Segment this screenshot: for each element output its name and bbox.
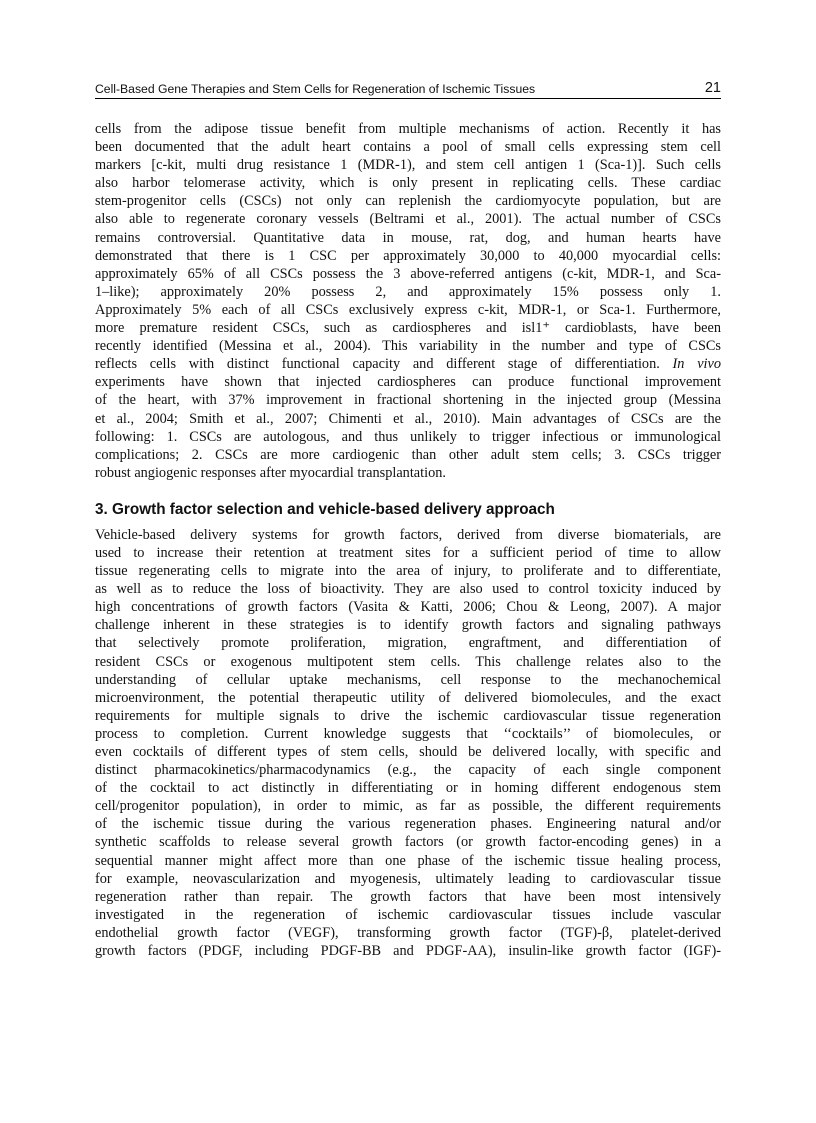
- text-line: also harbor telomerase activity, which is only present in replicating cells. These cardiac: [95, 175, 721, 192]
- italic-term: In vivo: [672, 356, 722, 373]
- section-heading: 3. Growth factor selection and vehicle-based delivery approach: [95, 500, 555, 518]
- text-line: requirements for multiple signals to drive the ischemic cardiovascular tissue regeneration: [95, 707, 721, 724]
- text-line: that selectively promote proliferation, migration, engraftment, and differentiation of: [95, 635, 721, 652]
- text-line: approximately 65% of all CSCs possess the 3 above-referred antigens (c-kit, MDR-1, and Sca-: [95, 265, 721, 282]
- text-line: 1–like); approximately 20% possess 2, and approximately 15% possess only 1.: [95, 283, 721, 300]
- text-line: stem-progenitor cells (CSCs) not only can replenish the cardiomyocyte population, but are: [95, 193, 721, 210]
- text-line: recently identified (Messina et al., 2004). This variability in the number and type of CSCs: [95, 338, 721, 355]
- text-line: as well as to reduce the loss of bioactivity. They are also used to control toxicity induced by: [95, 581, 721, 598]
- text-line: of the heart, with 37% improvement in fractional shortening in the injected group (Messina: [95, 392, 721, 409]
- text-line: for example, neovascularization and myogenesis, ultimately leading to cardiovascular tissue: [95, 870, 721, 887]
- text-line: endothelial growth factor (VEGF), transforming growth factor (TGF)-β, platelet-derived: [95, 924, 721, 941]
- text-line: distinct pharmacokinetics/pharmacodynamics (e.g., the capacity of each single component: [95, 762, 721, 779]
- text-line: Vehicle-based delivery systems for growth factors, derived from diverse biomaterials, are: [95, 526, 721, 543]
- text-line: more premature resident CSCs, such as cardiospheres and isl1⁺ cardioblasts, have been: [95, 320, 721, 337]
- page-number: 21: [704, 80, 721, 96]
- text-line: investigated in the regeneration of ischemic cardiovascular tissues include vascular: [95, 906, 721, 923]
- text-line: reflects cells with distinct functional capacity and different stage of differentiation. In vivo: [95, 356, 722, 373]
- text-line: sequential manner might affect more than one phase of the ischemic tissue healing process,: [95, 852, 721, 869]
- text-line: markers [c-kit, multi drug resistance 1 (MDR-1), and stem cell antigen 1 (Sca-1)]. Such cells: [95, 157, 721, 174]
- text-line: following: 1. CSCs are autologous, and thus unlikely to trigger infectious or immunological: [95, 428, 721, 445]
- text-line: tissue regenerating cells to migrate into the area of injury, to proliferate and to differentiate,: [95, 563, 721, 580]
- text-line: challenge inherent in these strategies is to identify growth factors and signaling pathways: [95, 617, 721, 634]
- paragraph-growth-factors: [95, 526, 721, 960]
- text-line: complications; 2. CSCs are more cardiogenic than other adult stem cells; 3. CSCs trigger: [95, 446, 721, 463]
- text-line: growth factors (PDGF, including PDGF-BB and PDGF-AA), insulin-like growth factor (IGF)-: [95, 943, 721, 960]
- text-line: been documented that the adult heart contains a pool of small cells expressing stem cell: [95, 139, 721, 156]
- text-line: resident CSCs or exogenous multipotent stem cells. This challenge relates also to the: [95, 653, 721, 670]
- text-line: cell/progenitor population), in order to mimic, as far as possible, the different requirements: [95, 798, 721, 815]
- text-line: of the cocktail to act distinctly in differentiating or in homing different endogenous stem: [95, 780, 721, 797]
- text-line: used to increase their retention at treatment sites for a sufficient period of time to allow: [95, 544, 721, 561]
- text-line: process to completion. Current knowledge suggests that ‘‘cocktails’’ of biomolecules, or: [95, 725, 721, 742]
- text-line: remains controversial. Quantitative data in mouse, rat, dog, and human hearts have: [95, 229, 721, 246]
- running-title: Cell-Based Gene Therapies and Stem Cells for Regeneration of Ischemic Tissues: [95, 82, 536, 96]
- paragraph-stem-cells: [95, 120, 721, 482]
- text-line: also able to regenerate coronary vessels (Beltrami et al., 2001). The actual number of CSCs: [95, 211, 721, 228]
- text-line: of the ischemic tissue during the various regeneration phases. Engineering natural and/or: [95, 816, 721, 833]
- text-line: robust angiogenic responses after myocardial transplantation.: [95, 464, 446, 481]
- text-line: synthetic scaffolds to release several growth factors (or growth factor-encoding genes) in a: [95, 834, 721, 851]
- text-line: demonstrated that there is 1 CSC per approximately 30,000 to 40,000 myocardial cells:: [95, 247, 721, 264]
- text-line: regeneration rather than repair. The growth factors that have been most intensively: [95, 888, 721, 905]
- text-line: cells from the adipose tissue benefit from multiple mechanisms of action. Recently it has: [95, 121, 721, 137]
- text-line: understanding of cellular uptake mechanisms, cell response to the mechanochemical: [95, 671, 721, 688]
- running-header: [95, 75, 721, 99]
- page: [95, 75, 721, 960]
- text-line: experiments have shown that injected cardiospheres can produce functional improvement: [95, 374, 721, 391]
- text-line: Approximately 5% each of all CSCs exclusively express c-kit, MDR-1, or Sca-1. Furthermore,: [95, 301, 721, 318]
- text-line: microenvironment, the potential therapeutic utility of delivered biomolecules, and the exact: [95, 689, 721, 706]
- text-line: et al., 2004; Smith et al., 2007; Chimenti et al., 2010). Main advantages of CSCs are the: [95, 410, 721, 427]
- text-line: even cocktails of different types of stem cells, should be delivered locally, with specific and: [95, 744, 721, 760]
- text-line: high concentrations of growth factors (Vasita & Katti, 2006; Chou & Leong, 2007). A major: [95, 599, 721, 616]
